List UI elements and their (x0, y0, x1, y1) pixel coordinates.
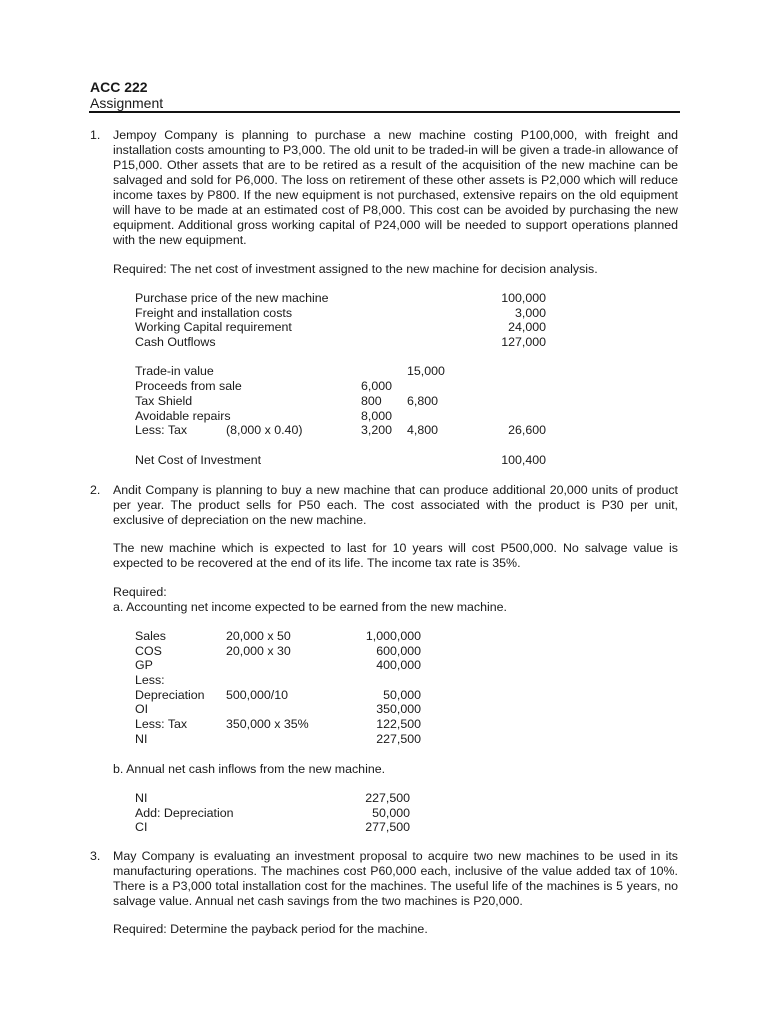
row-value: 400,000 (376, 658, 421, 673)
table-row (135, 820, 555, 835)
row-label: GP (135, 658, 153, 673)
table-row (135, 453, 555, 468)
row-label: Purchase price of the new machine (135, 291, 329, 305)
row-label: Depreciation (135, 687, 205, 702)
row-value: 227,500 (365, 791, 410, 805)
row-value: 50,000 (372, 805, 410, 820)
table-row (135, 291, 555, 306)
table-row (135, 364, 555, 379)
row-label: Less: Tax (135, 423, 188, 438)
row-value: 15,000 (407, 364, 445, 379)
question-1-text: Jempoy Company is planning to purchase a new machine costing P100,000, with freight and installation costs amounting to P3,000. The old unit to be traded-in will be given a trade-in allowance of P15,000. Other assets that are to be retired as a result of the acquisition of the new machine can be salvaged and sold for P6,000. The loss on retirement of these other assets is P2,000 which will reduce income taxes by P800. If the new equipment is not purchased, extensive repairs on the old equipment will have to be made at an estimated cost of P8,000. This cost can be avoided by purchasing the new equipment. Additional gross working capital of P24,000 will be needed to support operations planned with the new equipment. (113, 128, 678, 247)
question-number: 2. (90, 483, 101, 497)
row-label: Less: (135, 673, 165, 688)
table-row (135, 688, 555, 703)
row-value: 6,800 (407, 393, 439, 408)
row-label: NI (135, 731, 148, 746)
table-row (135, 379, 555, 394)
table-row (135, 629, 555, 644)
row-label: Avoidable repairs (135, 408, 231, 423)
table-row (135, 717, 555, 732)
row-label: Add: Depreciation (135, 805, 234, 820)
row-label: COS (135, 643, 162, 658)
table-row (135, 806, 555, 821)
row-label: NI (135, 791, 148, 805)
row-value: 4,800 (407, 423, 439, 438)
header-rule (89, 111, 680, 113)
question-2a-table (135, 629, 555, 747)
row-label: Tax Shield (135, 393, 193, 408)
row-label: Proceeds from sale (135, 379, 242, 394)
table-row (135, 350, 555, 365)
table-row (135, 702, 555, 717)
row-label: Less: Tax (135, 717, 188, 732)
question-1-required: Required: The net cost of investment assigned to the new machine for decision analysis. (113, 262, 598, 276)
row-label: Freight and installation costs (135, 305, 293, 320)
table-row (135, 306, 555, 321)
row-value: 100,400 (501, 452, 546, 467)
question-2b-table (135, 791, 555, 835)
row-label: CI (135, 820, 148, 835)
row-value: 1,000,000 (365, 629, 421, 643)
question-2-required: Required: (113, 585, 167, 599)
table-row (135, 791, 555, 806)
row-value: 100,000 (501, 291, 546, 305)
row-value: 3,000 (514, 305, 546, 320)
question-3-text: May Company is evaluating an investment proposal to acquire two new machines to be used in its manufacturing operations. The machines cost P60,000 each, inclusive of the value added tax of 10%. There is a P3,000 total installation cost for the machines. The useful life of the machines is 5 years, no salvage value. Annual net cash savings from the two machines is P20,000. (113, 849, 678, 908)
table-row (135, 335, 555, 350)
table-row (135, 438, 555, 453)
question-number: 3. (90, 849, 101, 863)
row-label: Sales (135, 629, 166, 643)
row-value: 122,500 (376, 717, 421, 732)
table-row (135, 394, 555, 409)
table-row (135, 320, 555, 335)
row-label: Working Capital requirement (135, 320, 292, 335)
row-value: (8,000 x 0.40) (226, 423, 303, 438)
row-value: 50,000 (383, 687, 421, 702)
question-2-part-a: a. Accounting net income expected to be earned from the new machine. (113, 600, 507, 614)
table-row (135, 658, 555, 673)
row-value: 20,000 x 50 (226, 629, 291, 643)
row-value: 500,000/10 (226, 687, 289, 702)
question-number: 1. (90, 128, 101, 142)
row-value: 800 (361, 393, 382, 408)
row-value: 350,000 x 35% (226, 717, 309, 732)
question-2-text: Andit Company is planning to buy a new machine that can produce additional 20,000 units of product per year. The product sells for P50 each. The cost associated with the product is P30 per unit, exclusive of depreciation on the new machine. (113, 483, 678, 527)
row-value: 20,000 x 30 (226, 643, 291, 658)
question-2-part-b: b. Annual net cash inflows from the new machine. (113, 762, 386, 776)
table-row (135, 673, 555, 688)
question-2-text-2: The new machine which is expected to last for 10 years will cost P500,000. No salvage value is expected to be recovered at the end of its life. The income tax rate is 35%. (113, 541, 678, 570)
question-1-table (135, 291, 555, 467)
row-value: 600,000 (376, 643, 421, 658)
row-value: 6,000 (361, 379, 393, 394)
row-value: 3,200 (361, 423, 393, 438)
row-value: 24,000 (508, 320, 546, 335)
document-subtitle: Assignment (90, 95, 164, 111)
question-3-required: Required: Determine the payback period for the machine. (113, 922, 428, 936)
table-row (135, 644, 555, 659)
row-label: Cash Outflows (135, 335, 216, 350)
row-value: 26,600 (508, 423, 546, 438)
row-value: 350,000 (376, 702, 421, 717)
row-label: Trade-in value (135, 364, 214, 379)
row-label: OI (135, 702, 149, 717)
table-row (135, 423, 555, 438)
course-title: ACC 222 (90, 79, 148, 95)
row-value: 8,000 (361, 408, 393, 423)
table-row (135, 409, 555, 424)
row-value: 227,500 (376, 731, 421, 746)
row-label: Net Cost of Investment (135, 452, 262, 467)
row-value: 127,000 (501, 335, 546, 350)
row-value: 277,500 (365, 820, 410, 835)
table-row (135, 732, 555, 747)
